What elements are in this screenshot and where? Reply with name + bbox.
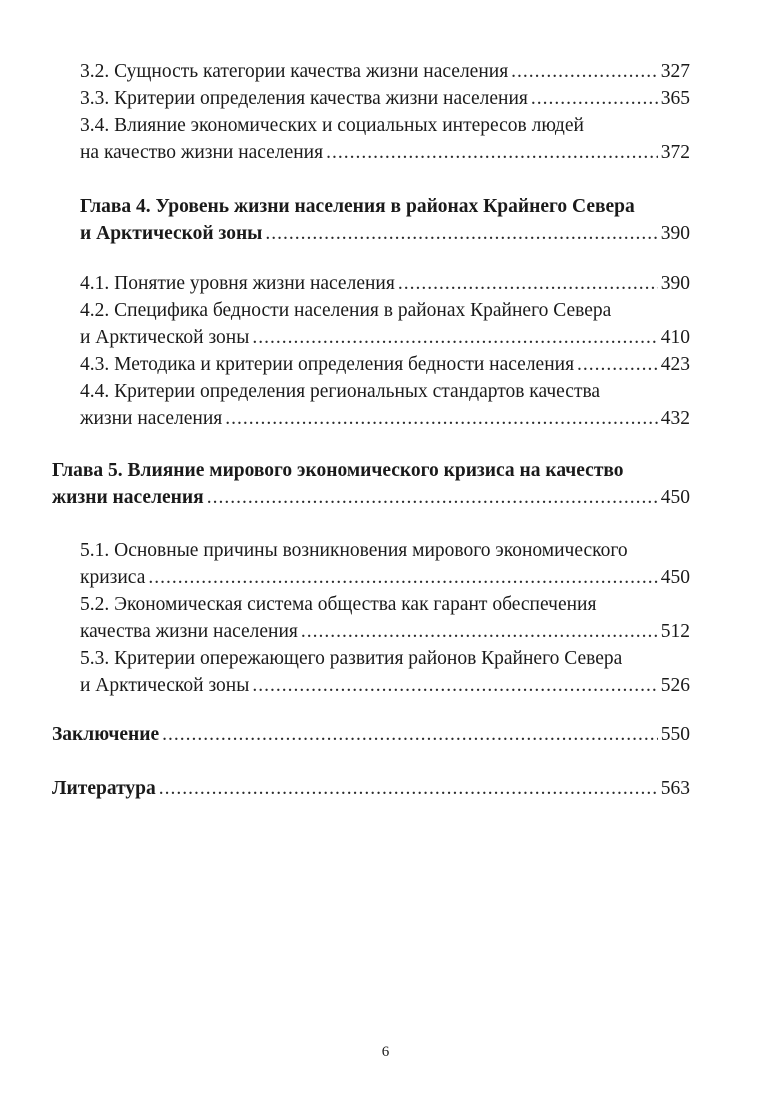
- dot-leader: [252, 324, 657, 351]
- toc-chapter-4: [80, 193, 690, 247]
- toc-entry-title: 3.2. Сущность категории качества жизни населения: [80, 61, 509, 82]
- toc-entry-title-continued: на качество жизни населения: [80, 142, 324, 163]
- dot-leader: [162, 721, 658, 748]
- toc-page-number: 365: [660, 88, 690, 109]
- toc-page-number: 563: [660, 778, 690, 799]
- toc-page-number: 327: [660, 61, 690, 82]
- toc-page-number: 450: [660, 487, 690, 508]
- toc-entry-4-4: [80, 378, 690, 432]
- dot-leader: [577, 351, 658, 378]
- toc-entry-5-1: [80, 537, 690, 591]
- toc-entry-3-2: [80, 58, 690, 85]
- toc-page-number: 432: [660, 408, 690, 429]
- toc-page-number: 423: [660, 354, 690, 375]
- toc-page-number: 410: [660, 327, 690, 348]
- toc-page-number: 390: [660, 273, 690, 294]
- toc-conclusion: [52, 721, 690, 748]
- dot-leader: [511, 58, 658, 85]
- toc-entry-title: 3.4. Влияние экономических и социальных интересов людей: [80, 115, 584, 136]
- toc-entry-title: 4.4. Критерии определения региональных стандартов качества: [80, 381, 601, 402]
- toc-literature: [52, 775, 690, 802]
- dot-leader: [159, 775, 658, 802]
- toc-entry-title-continued: кризиса: [80, 567, 146, 588]
- toc-entry-title: 4.1. Понятие уровня жизни населения: [80, 273, 395, 294]
- toc-entry-title-continued: и Арктической зоны: [80, 327, 250, 348]
- toc-entry-3-3: [80, 85, 690, 112]
- toc-chapter-title: Глава 4. Уровень жизни населения в районах Крайнего Севера: [80, 196, 635, 217]
- toc-entry-title: 5.3. Критерии опережающего развития районов Крайнего Севера: [80, 648, 623, 669]
- toc-entry-4-1: [80, 270, 690, 297]
- dot-leader: [207, 484, 658, 511]
- toc-entry-title: 5.1. Основные причины возникновения мирового экономического: [80, 540, 628, 561]
- toc-entry-4-3: [80, 351, 690, 378]
- toc-page-number: 390: [660, 223, 690, 244]
- toc-page-number: 450: [660, 567, 690, 588]
- toc-page-number: 372: [660, 142, 690, 163]
- toc-entry-title: 4.3. Методика и критерии определения бедности населения: [80, 354, 575, 375]
- toc-entry-title-continued: и Арктической зоны: [80, 675, 250, 696]
- toc-entry-3-4: [80, 112, 690, 166]
- toc-entry-title: 3.3. Критерии определения качества жизни населения: [80, 88, 528, 109]
- toc-page-number: 526: [660, 675, 690, 696]
- toc-entry-5-2: [80, 591, 690, 645]
- toc-page-number: 512: [660, 621, 690, 642]
- toc-entry-4-2: [80, 297, 690, 351]
- toc-chapter-title-continued: и Арктической зоны: [80, 223, 263, 244]
- toc-chapter-title-continued: жизни населения: [52, 487, 204, 508]
- toc-entry-5-3: [80, 645, 690, 699]
- dot-leader: [301, 618, 658, 645]
- toc-entry-title: Литература: [52, 778, 156, 799]
- dot-leader: [265, 220, 657, 247]
- page-number: 6: [381, 1044, 390, 1060]
- toc-entry-title: 5.2. Экономическая система общества как гарант обеспечения: [80, 594, 597, 615]
- dot-leader: [252, 672, 657, 699]
- dot-leader: [326, 139, 658, 166]
- toc-entry-title-continued: качества жизни населения: [80, 621, 298, 642]
- dot-leader: [148, 564, 657, 591]
- dot-leader: [398, 270, 658, 297]
- toc-entry-title-continued: жизни населения: [80, 408, 223, 429]
- dot-leader: [225, 405, 658, 432]
- toc-chapter-5: [52, 457, 690, 511]
- dot-leader: [531, 85, 658, 112]
- toc-chapter-title: Глава 5. Влияние мирового экономического кризиса на качество: [52, 460, 624, 481]
- toc-entry-title: 4.2. Специфика бедности населения в районах Крайнего Севера: [80, 300, 612, 321]
- toc-page-number: 550: [660, 724, 690, 745]
- toc-entry-title: Заключение: [52, 724, 160, 745]
